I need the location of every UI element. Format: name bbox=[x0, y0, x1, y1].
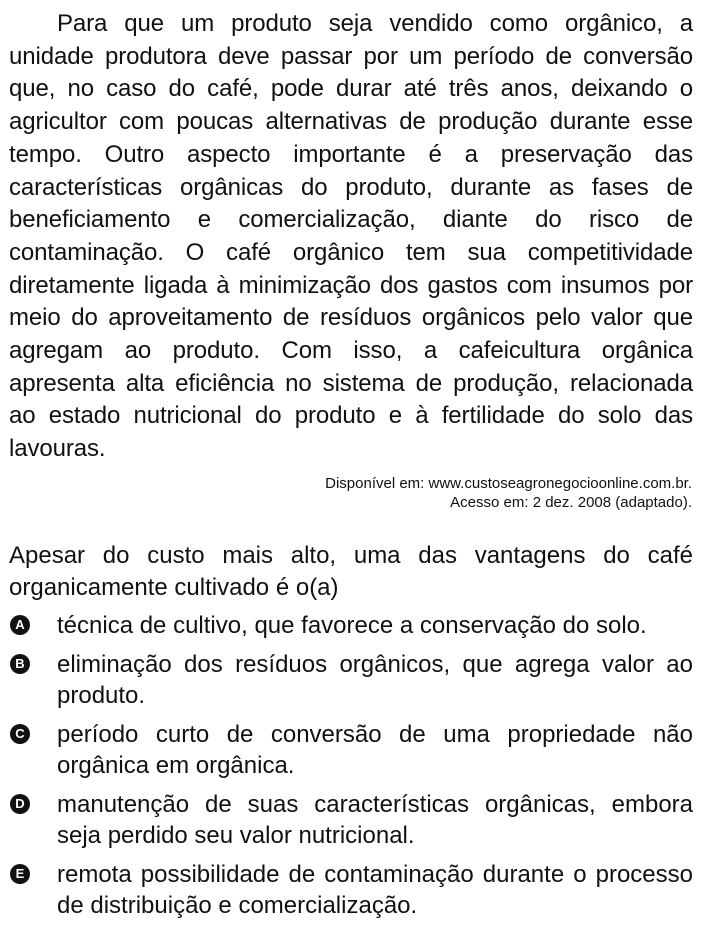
option-a-text: técnica de cultivo, que favorece a conservação do solo. bbox=[57, 611, 647, 639]
option-d[interactable] bbox=[9, 789, 693, 851]
option-e-text: remota possibilidade de contaminação durante o processo de distribuição e comercialização. bbox=[57, 860, 693, 919]
source-citation bbox=[9, 474, 693, 512]
answer-options bbox=[9, 610, 693, 921]
option-c-text: período curto de conversão de uma propriedade não orgânica em orgânica. bbox=[57, 720, 693, 779]
source-url-line: Disponível em: www.custoseagronegocioonline.com.br. bbox=[325, 474, 692, 492]
option-a[interactable] bbox=[9, 610, 693, 641]
option-b-text: eliminação dos resíduos orgânicos, que agrega valor ao produto. bbox=[57, 650, 693, 709]
option-b[interactable] bbox=[9, 649, 693, 711]
option-c[interactable] bbox=[9, 719, 693, 781]
passage-text: Para que um produto seja vendido como orgânico, a unidade produtora deve passar por um período de conversão que, no caso do café, pode durar até três anos, deixando o agricultor com poucas alternativas de produção durante esse tempo. Outro aspecto importante é a preservação das características orgânicas do produto, durante as fases de beneficiamento e comercialização, diante do risco de contaminação. O café orgânico tem sua competitividade diretamente ligada à minimização dos gastos com insumos por meio do aproveitamento de resíduos orgânicos pelo valor que agregam ao produto. Com isso, a cafeicultura orgânica apresenta alta eficiência no sistema de produção, relacionada ao estado nutricional do produto e à fertilidade do solo das lavouras. bbox=[9, 10, 693, 463]
source-access-line: Acesso em: 2 dez. 2008 (adaptado). bbox=[450, 493, 692, 511]
question-stem: Apesar do custo mais alto, uma das vantagens do café organicamente cultivado é o(a) bbox=[9, 541, 693, 601]
option-d-text: manutenção de suas características orgânicas, embora seja perdido seu valor nutricional. bbox=[57, 790, 693, 849]
option-d-letter-badge: D bbox=[10, 794, 30, 814]
option-c-letter-badge: C bbox=[10, 724, 30, 744]
option-e[interactable] bbox=[9, 859, 693, 921]
option-a-letter-badge: A bbox=[10, 615, 30, 635]
option-e-letter-badge: E bbox=[10, 864, 30, 884]
option-b-letter-badge: B bbox=[10, 654, 30, 674]
